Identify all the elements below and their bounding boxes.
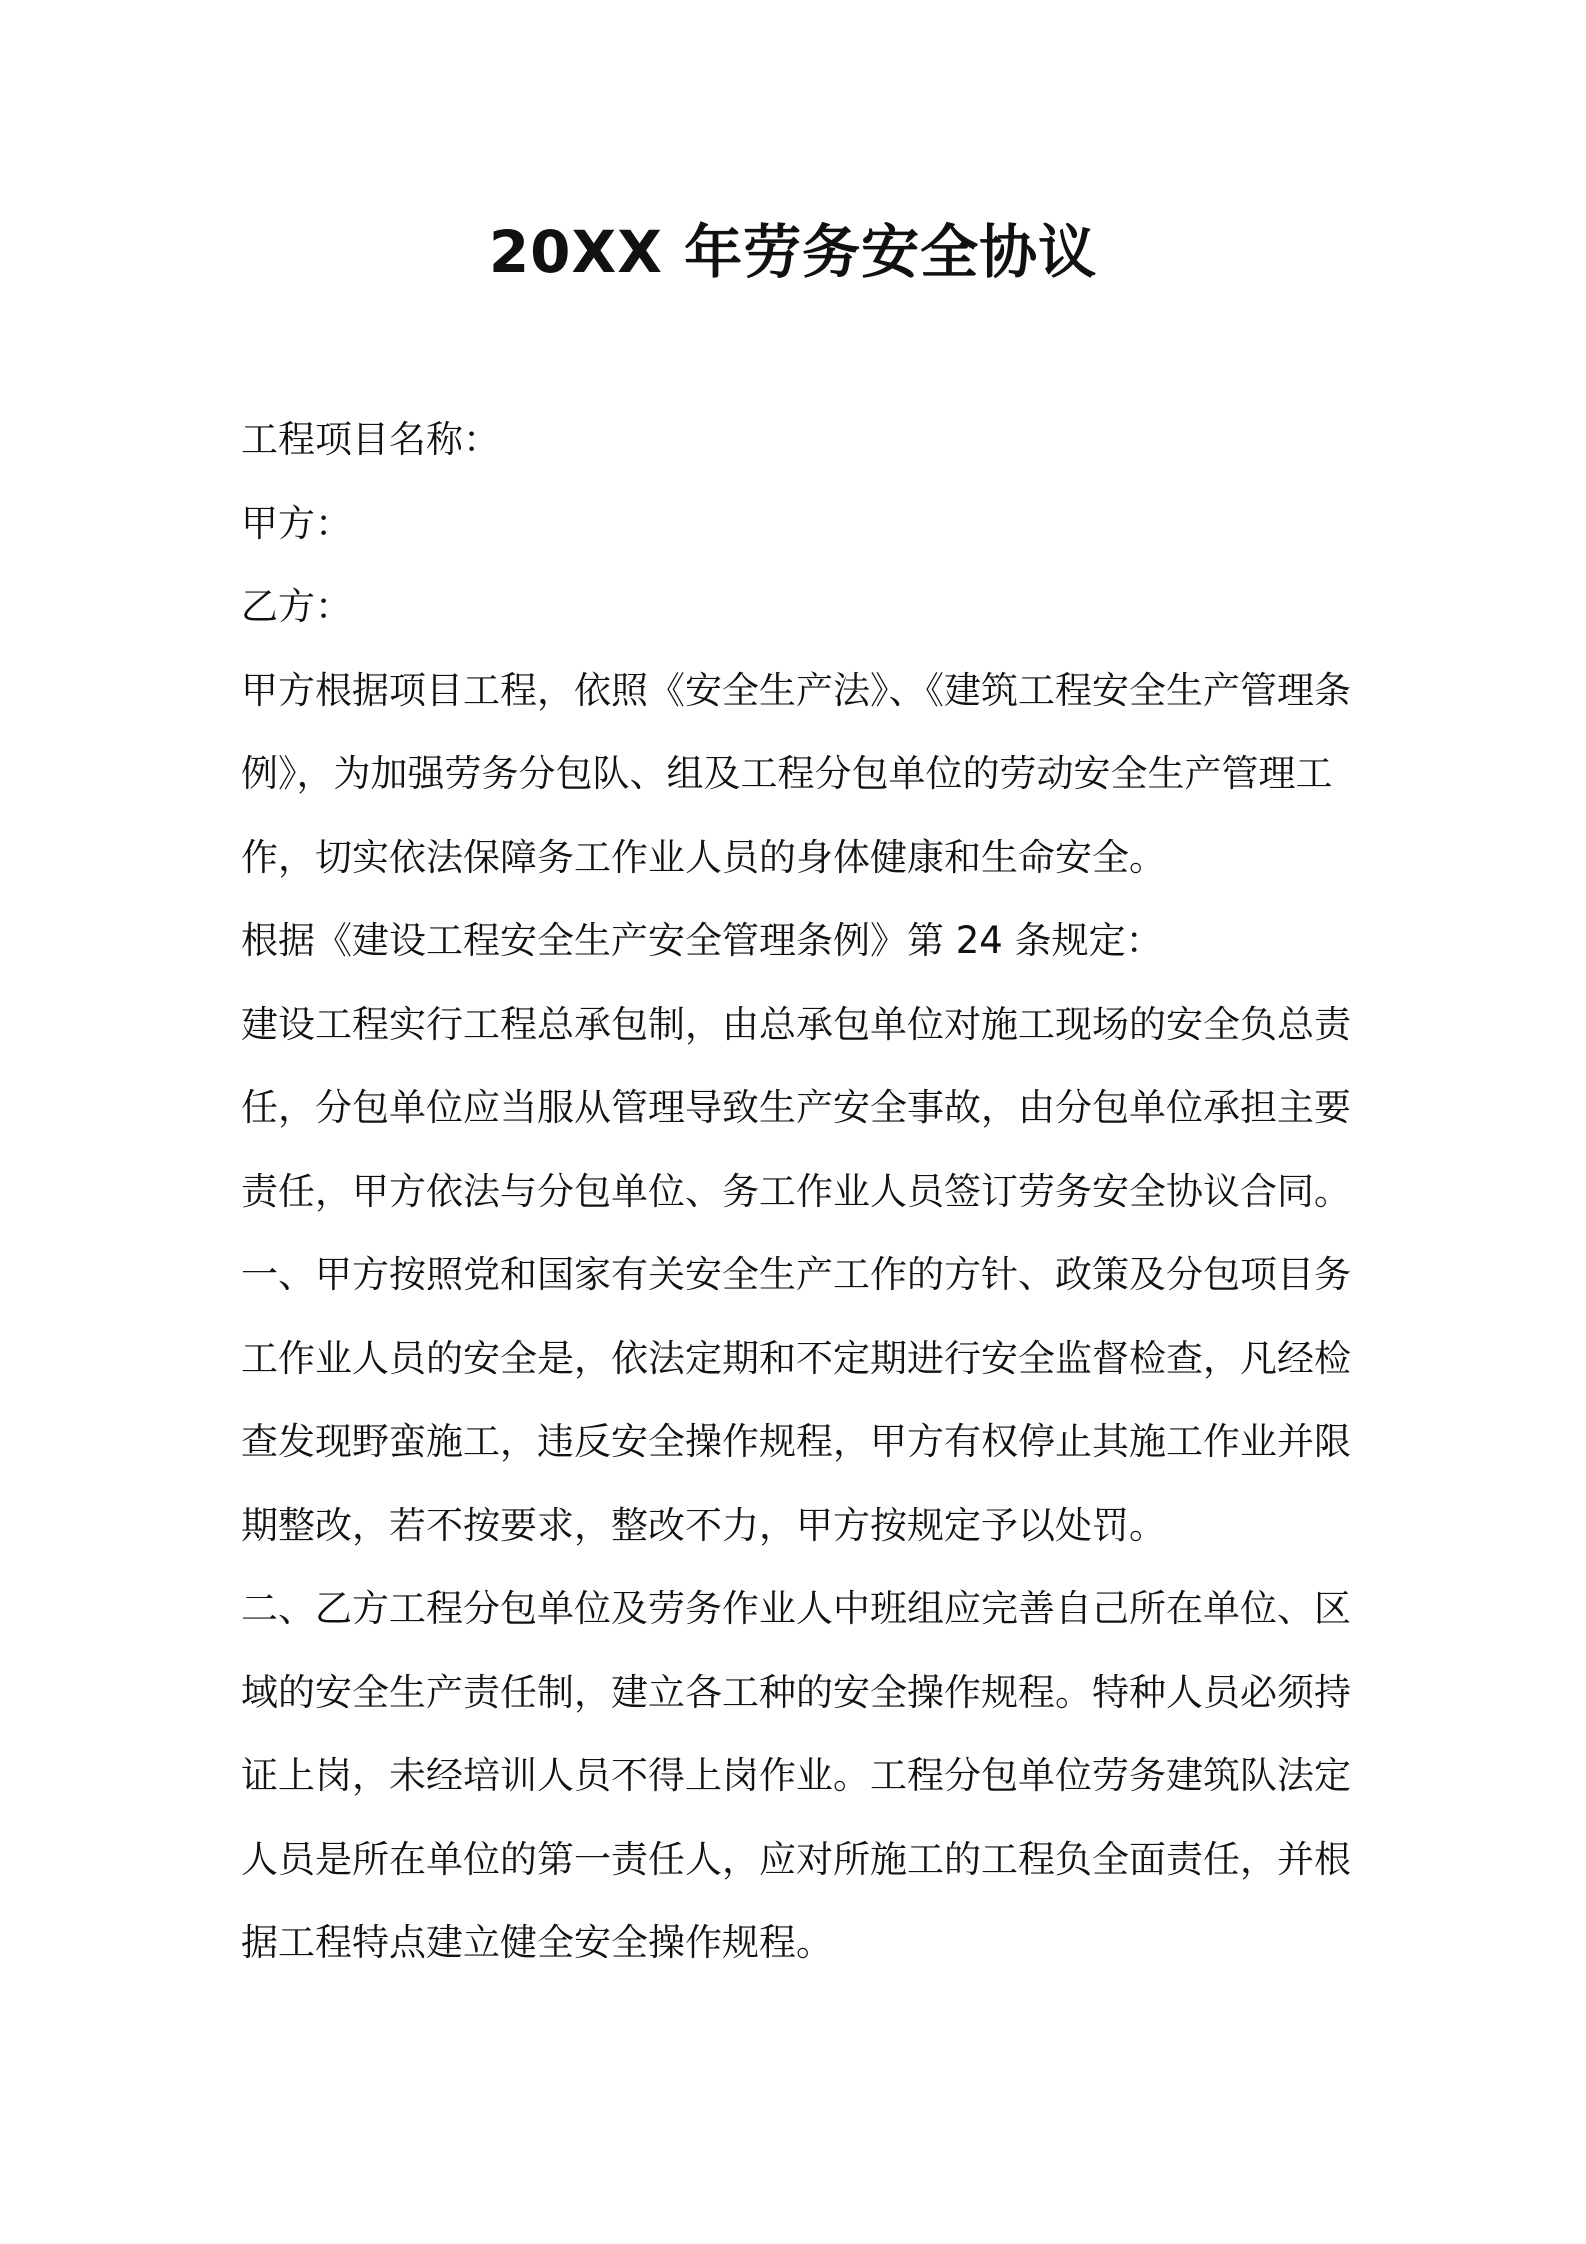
paragraph-line: 证上岗，未经培训人员不得上岗作业。工程分包单位劳务建筑队法定 xyxy=(241,1754,1351,1797)
document-body xyxy=(241,398,1359,1985)
paragraph-line: 责任，甲方依法与分包单位、务工作业人员签订劳务安全协议合同。 xyxy=(241,1169,1351,1213)
paragraph-line: 一、甲方按照党和国家有关安全生产工作的方针、政策及分包项目务 xyxy=(241,1253,1351,1296)
paragraph-line: 例》，为加强劳务分包队、组及工程分包单位的劳动安全生产管理工 xyxy=(241,752,1333,795)
paragraph-line: 任，分包单位应当服从管理导致生产安全事故，由分包单位承担主要 xyxy=(241,1086,1351,1129)
paragraph-line: 建设工程实行工程总承包制，由总承包单位对施工现场的安全负总责 xyxy=(241,1002,1351,1046)
paragraph-line: 人员是所在单位的第一责任人，应对所施工的工程负全面责任，并根 xyxy=(241,1837,1351,1881)
paragraph-line: 期整改，若不按要求，整改不力，甲方按规定予以处罚。 xyxy=(241,1503,1166,1547)
field-party-b: 乙方： xyxy=(241,585,352,628)
field-party-a: 甲方： xyxy=(241,501,352,545)
paragraph-line: 域的安全生产责任制，建立各工种的安全操作规程。特种人员必须持 xyxy=(241,1670,1351,1714)
paragraph-line: 根据《建设工程安全生产安全管理条例》第 24 条规定： xyxy=(241,919,1163,962)
paragraph-line: 据工程特点建立健全安全操作规程。 xyxy=(241,1921,833,1964)
paragraph-line: 查发现野蛮施工，违反安全操作规程，甲方有权停止其施工作业并限 xyxy=(241,1420,1351,1463)
field-project-name: 工程项目名称： xyxy=(241,418,500,461)
paragraph-line: 甲方根据项目工程，依照《安全生产法》、《建筑工程安全生产管理条 xyxy=(241,668,1351,712)
paragraph-line: 工作业人员的安全是，依法定期和不定期进行安全监督检查，凡经检 xyxy=(241,1336,1351,1380)
paragraph-line: 二、乙方工程分包单位及劳务作业人中班组应完善自己所在单位、区 xyxy=(241,1587,1351,1630)
paragraph-line: 作，切实依法保障务工作业人员的身体健康和生命安全。 xyxy=(241,835,1166,879)
document-title: 20XX 年劳务安全协议 xyxy=(488,218,1098,286)
